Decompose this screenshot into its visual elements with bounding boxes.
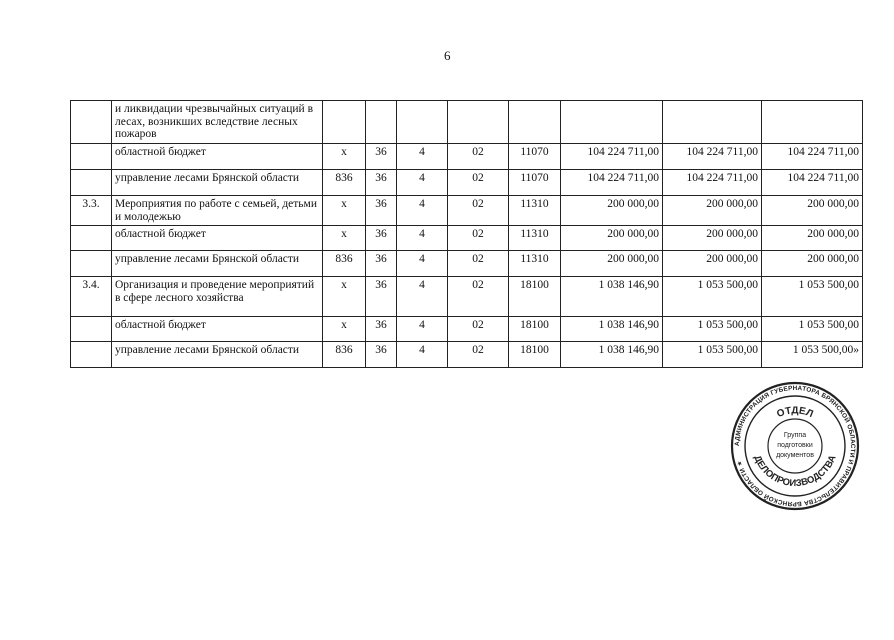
section-cell: 36 [366, 144, 397, 170]
grbs-cell [323, 101, 366, 144]
budget-table [70, 100, 863, 368]
row-name-cell: управление лесами Брянской области [112, 251, 323, 277]
target-code-cell: 02 [448, 170, 509, 196]
row-number-cell [71, 101, 112, 144]
target-article-cell: 11070 [509, 170, 561, 196]
amount-year2-cell: 1 053 500,00 [663, 277, 762, 317]
stamp-center-line1: Группа [783, 432, 807, 439]
amount-year1-cell: 104 224 711,00 [561, 144, 663, 170]
subsection-cell: 4 [397, 196, 448, 226]
grbs-cell: х [323, 317, 366, 342]
subsection-cell: 4 [397, 226, 448, 251]
row-number-cell [71, 317, 112, 342]
grbs-cell: х [323, 144, 366, 170]
target-code-cell: 02 [448, 144, 509, 170]
department-stamp [730, 381, 860, 511]
target-code-cell: 02 [448, 342, 509, 368]
grbs-cell: 836 [323, 170, 366, 196]
grbs-cell: х [323, 226, 366, 251]
target-code-cell: 02 [448, 226, 509, 251]
row-number-cell [71, 342, 112, 368]
subsection-cell: 4 [397, 342, 448, 368]
subsection-cell: 4 [397, 317, 448, 342]
stamp-ring-text: АДМИНИСТРАЦИЯ ГУБЕРНАТОРА БРЯНСКОЙ ОБЛАСТИ И ПРАВИТЕЛЬСТВА БРЯНСКОЙ ОБЛАСТИ ★ [733, 384, 857, 508]
amount-year3-cell: 1 053 500,00 [762, 277, 863, 317]
amount-year1-cell: 200 000,00 [561, 196, 663, 226]
amount-year2-cell: 1 053 500,00 [663, 342, 762, 368]
amount-year2-cell: 104 224 711,00 [663, 144, 762, 170]
target-code-cell: 02 [448, 251, 509, 277]
amount-year2-cell: 200 000,00 [663, 226, 762, 251]
amount-year1-cell: 200 000,00 [561, 251, 663, 277]
section-cell: 36 [366, 170, 397, 196]
row-name-cell: Организация и проведение мероприятий в сфере лесного хозяйства [112, 277, 323, 317]
section-cell: 36 [366, 277, 397, 317]
amount-year3-cell: 200 000,00 [762, 251, 863, 277]
table-row [71, 317, 863, 342]
grbs-cell: 836 [323, 342, 366, 368]
row-name-cell: управление лесами Брянской области [112, 170, 323, 196]
target-article-cell [509, 101, 561, 144]
amount-year3-cell [762, 101, 863, 144]
row-number-cell [71, 144, 112, 170]
row-name-cell: и ликвидации чрезвычайных ситуаций в лесах, возникших вследствие лесных пожаров [112, 101, 323, 144]
subsection-cell [397, 101, 448, 144]
amount-year3-cell: 200 000,00 [762, 226, 863, 251]
amount-year2-cell [663, 101, 762, 144]
table-row [71, 251, 863, 277]
grbs-cell: 836 [323, 251, 366, 277]
row-number-cell: 3.4. [71, 277, 112, 317]
target-article-cell: 11070 [509, 144, 561, 170]
target-article-cell: 18100 [509, 317, 561, 342]
row-number-cell [71, 251, 112, 277]
row-number-cell [71, 226, 112, 251]
amount-year2-cell: 1 053 500,00 [663, 317, 762, 342]
page-number: 6 [444, 48, 451, 63]
amount-year1-cell: 1 038 146,90 [561, 342, 663, 368]
table-row [71, 277, 863, 317]
row-name-cell: Мероприятия по работе с семьей, детьми и молодежью [112, 196, 323, 226]
amount-year1-cell: 104 224 711,00 [561, 170, 663, 196]
row-number-cell: 3.3. [71, 196, 112, 226]
section-cell: 36 [366, 226, 397, 251]
row-name-cell: управление лесами Брянской области [112, 342, 323, 368]
subsection-cell: 4 [397, 277, 448, 317]
section-cell: 36 [366, 342, 397, 368]
target-article-cell: 18100 [509, 277, 561, 317]
section-cell: 36 [366, 317, 397, 342]
stamp-center-line2: подготовки [777, 442, 813, 449]
amount-year1-cell: 200 000,00 [561, 226, 663, 251]
row-name-cell: областной бюджет [112, 226, 323, 251]
amount-year3-cell: 104 224 711,00 [762, 144, 863, 170]
table-row [71, 170, 863, 196]
stamp-center-line3: документов [776, 452, 814, 459]
table-row [71, 226, 863, 251]
grbs-cell: х [323, 196, 366, 226]
row-name-cell: областной бюджет [112, 317, 323, 342]
target-code-cell: 02 [448, 277, 509, 317]
amount-year2-cell: 104 224 711,00 [663, 170, 762, 196]
target-code-cell: 02 [448, 196, 509, 226]
table-row [71, 196, 863, 226]
subsection-cell: 4 [397, 251, 448, 277]
amount-year1-cell [561, 101, 663, 144]
target-code-cell: 02 [448, 317, 509, 342]
row-number-cell [71, 170, 112, 196]
subsection-cell: 4 [397, 144, 448, 170]
section-cell [366, 101, 397, 144]
table-row [71, 342, 863, 368]
target-article-cell: 11310 [509, 196, 561, 226]
row-name-cell: областной бюджет [112, 144, 323, 170]
amount-year2-cell: 200 000,00 [663, 251, 762, 277]
target-article-cell: 18100 [509, 342, 561, 368]
table-row [71, 101, 863, 144]
amount-year3-cell: 1 053 500,00 [762, 317, 863, 342]
amount-year3-cell: 200 000,00 [762, 196, 863, 226]
target-article-cell: 11310 [509, 251, 561, 277]
amount-year1-cell: 1 038 146,90 [561, 317, 663, 342]
section-cell: 36 [366, 196, 397, 226]
table-row [71, 144, 863, 170]
amount-year1-cell: 1 038 146,90 [561, 277, 663, 317]
section-cell: 36 [366, 251, 397, 277]
amount-year3-cell: 104 224 711,00 [762, 170, 863, 196]
stamp-top-word: ОТДЕЛ [775, 405, 815, 421]
target-article-cell: 11310 [509, 226, 561, 251]
subsection-cell: 4 [397, 170, 448, 196]
grbs-cell: х [323, 277, 366, 317]
amount-year2-cell: 200 000,00 [663, 196, 762, 226]
target-code-cell [448, 101, 509, 144]
amount-year3-cell: 1 053 500,00» [762, 342, 863, 368]
stamp-bottom-word: ДЕЛОПРОИЗВОДСТВА [751, 453, 839, 490]
